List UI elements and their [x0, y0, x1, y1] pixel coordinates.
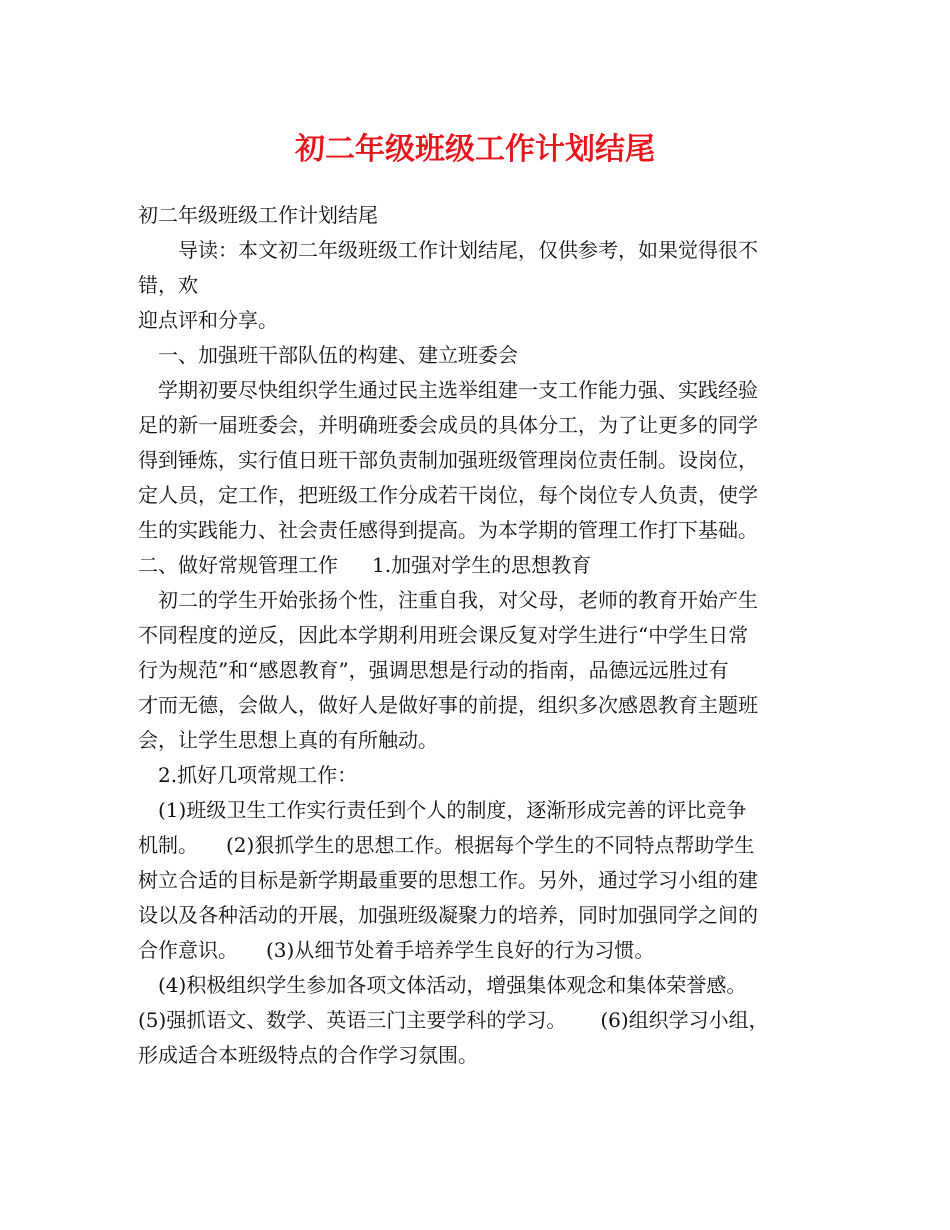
body-line: 形成适合本班级特点的合作学习氛围。	[138, 1043, 478, 1067]
body-line: 迎点评和分享。	[138, 308, 278, 332]
line-segment: (3)从细节处着手培养学生良好的行为习惯。	[266, 938, 655, 962]
body-line: 初二的学生开始张扬个性，注重自我，对父母，老师的教育开始产生	[138, 588, 758, 612]
section-heading-line	[138, 548, 818, 583]
body-line: 初二年级班级工作计划结尾	[138, 203, 378, 227]
body-line: 得到锤炼，实行值日班干部负责制加强班级管理岗位责任制。设岗位，	[138, 448, 758, 472]
line-segment: (5)强抓语文、数学、英语三门主要学科的学习。	[138, 1008, 567, 1032]
body-line: 学期初要尽快组织学生通过民主选举组建一支工作能力强、实践经验	[138, 378, 758, 402]
section-heading: 二、做好常规管理工作	[138, 553, 338, 577]
body-line: 设以及各种活动的开展，加强班级凝聚力的培养，同时加强同学之间的	[138, 903, 758, 927]
body-line	[138, 828, 818, 863]
body-line	[138, 1003, 818, 1038]
section-heading: 一、加强班干部队伍的构建、建立班委会	[138, 343, 518, 367]
body-line: 足的新一届班委会，并明确班委会成员的具体分工，为了让更多的同学	[138, 413, 758, 437]
line-segment: 机制。	[138, 833, 198, 857]
line-segment: (2)狠抓学生的思想工作。根据每个学生的不同特点帮助学生	[226, 833, 755, 857]
body-line: 行为规范”和“感恩教育”，强调思想是行动的指南，品德远远胜过有	[138, 658, 729, 682]
body-line	[138, 933, 818, 968]
subsection-heading: 2.抓好几项常规工作：	[138, 763, 358, 787]
body-line: 生的实践能力、社会责任感得到提高。为本学期的管理工作打下基础。	[138, 518, 758, 542]
line-segment: 合作意识。	[138, 938, 238, 962]
subsection-heading: 1.加强对学生的思想教育	[372, 553, 592, 577]
body-line: 导读：本文初二年级班级工作计划结尾，仅供参考，如果觉得很不	[138, 238, 758, 262]
body-line: 错，欢	[138, 273, 198, 297]
body-line: 定人员，定工作，把班级工作分成若干岗位，每个岗位专人负责，使学	[138, 483, 758, 507]
body-line: 树立合适的目标是新学期最重要的思想工作。另外，通过学习小组的建	[138, 868, 758, 892]
document-title: 初二年级班级工作计划结尾	[295, 132, 655, 167]
body-line: (1)班级卫生工作实行责任到个人的制度，逐渐形成完善的评比竞争	[138, 798, 747, 822]
body-line: 才而无德，会做人，做好人是做好事的前提，组织多次感恩教育主题班	[138, 693, 758, 717]
body-line: 会，让学生思想上真的有所触动。	[138, 728, 438, 752]
line-segment: (6)组织学习小组，	[600, 1008, 769, 1032]
body-line: 不同程度的逆反，因此本学期利用班会课反复对学生进行“中学生日常	[138, 623, 749, 647]
body-line: (4)积极组织学生参加各项文体活动，增强集体观念和集体荣誉感。	[138, 973, 747, 997]
document-body	[138, 198, 818, 1073]
